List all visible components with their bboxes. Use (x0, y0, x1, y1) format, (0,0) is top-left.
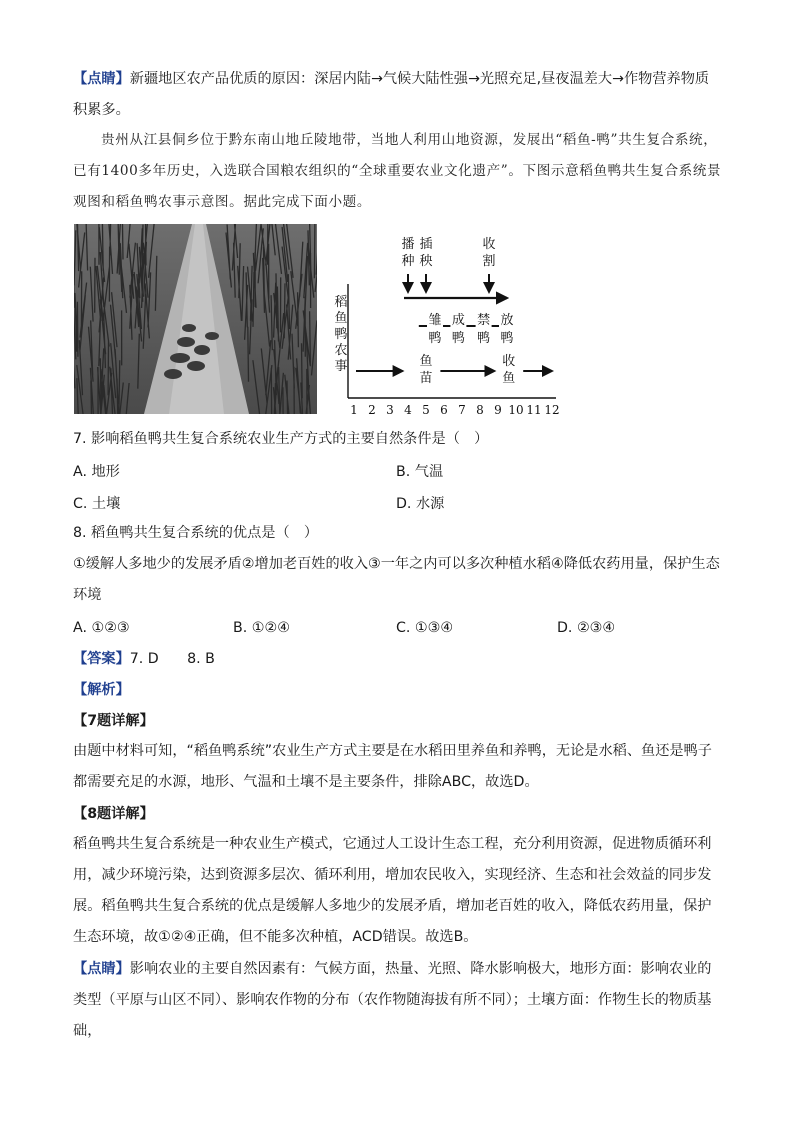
rice-event-label: 割 (482, 254, 496, 269)
intro-point-tag: 【点睛】 (73, 71, 130, 87)
x-tick-label: 4 (404, 403, 412, 417)
q7-stem: 7. 影响稻鱼鸭共生复合系统农业生产方式的主要自然条件是（ ） (73, 431, 489, 447)
duck-stage-label: 禁 (477, 313, 491, 328)
q7-option-a[interactable]: A. 地形 (73, 464, 120, 480)
final-point-text: 影响农业的主要自然因素有：气候方面，热量、光照、降水影响极大，地形方面：影响农业的类型（平原与山区不同）、影响农作物的分布（农作物随海拔有所不同）；土壤方面：作物生长的物质基础， (73, 961, 712, 1039)
x-tick-label: 10 (508, 403, 524, 417)
rice-event-label: 秧 (419, 254, 433, 269)
x-tick-label: 11 (526, 403, 542, 417)
x-tick-label: 9 (494, 403, 502, 417)
rice-event-label: 播 (401, 237, 415, 252)
x-tick-label: 8 (476, 403, 484, 417)
detail8-tag: 【8题详解】 (73, 806, 154, 822)
x-tick-label: 5 (422, 403, 430, 417)
intro-point-text: 新疆地区农产品优质的原因：深居内陆→气候大陆性强→光照充足,昼夜温差大→作物营养物质积累多。 (73, 71, 710, 118)
fish-label: 鱼 (419, 354, 433, 369)
x-tick-label: 3 (386, 403, 394, 417)
detail7-text: 由题中材料可知，“稻鱼鸭系统”农业生产方式主要是在水稻田里养鱼和养鸭，无论是水稻、鱼还是鸭子都需要充足的水源，地形、气温和土壤不是主要条件，排除ABC，故选D。 (73, 743, 712, 790)
duck-stage-label: 鸭 (428, 331, 442, 346)
duck-stage-label: 鸭 (500, 331, 514, 346)
answer-text: 7. D 8. B (129, 651, 215, 667)
y-axis-label: 农 (334, 343, 348, 358)
y-axis-label: 鸭 (334, 327, 348, 342)
detail8-text: 稻鱼鸭共生复合系统是一种农业生产模式，它通过人工设计生态工程，充分利用资源，促进物质循环利用，减少环境污染，达到资源多层次、循环利用，增加农民收入，实现经济、生态和社会效益的同步发展。稻鱼鸭共生复合系统的优点是缓解人多地少的发展矛盾，增加老百姓的收入，降低农药用量，保护生态环境，故①②④正确，但不能多次种植，ACD错误。故选B。 (73, 836, 712, 945)
x-tick-label: 12 (544, 403, 560, 417)
answer-tag: 【答案】 (73, 651, 130, 667)
q7-option-c[interactable]: C. 土壤 (73, 496, 121, 512)
q8-option-a[interactable]: A. ①②③ (73, 620, 130, 636)
q8-option-c[interactable]: C. ①③④ (396, 620, 454, 636)
fish-label: 苗 (419, 371, 433, 386)
duck-stage-label: 鸭 (451, 331, 465, 346)
farming-calendar-svg (330, 226, 570, 422)
q8-stem: 8. 稻鱼鸭共生复合系统的优点是（ ） (73, 525, 319, 541)
duck-stage-label: 鸭 (477, 331, 491, 346)
q8-option-d[interactable]: D. ②③④ (557, 620, 616, 636)
rice-event-label: 种 (401, 254, 415, 269)
farming-calendar-chart (330, 226, 570, 422)
x-tick-label: 7 (458, 403, 466, 417)
duck-stage-label: 放 (500, 313, 514, 328)
analysis-tag: 【解析】 (73, 682, 130, 698)
q8-statements: ①缓解人多地少的发展矛盾②增加老百姓的收入③一年之内可以多次种植水稻④降低农药用量，保护生态环境 (73, 556, 720, 603)
rice-field-photo (74, 224, 317, 414)
material-paragraph: 贵州从江县侗乡位于黔东南山地丘陵地带，当地人利用山地资源，发展出“稻鱼-鸭”共生复合系统，已有1400多年历史，入选联合国粮农组织的“全球重要农业文化遗产”。下图示意稻鱼鸭共生复合系统景观图和稻鱼鸭农事示意图。据此完成下面小题。 (73, 132, 722, 210)
fish-label: 收 (502, 354, 516, 369)
y-axis-label: 鱼 (334, 311, 348, 326)
detail7-heading (73, 710, 154, 732)
y-axis-label: 稻 (334, 295, 348, 310)
rice-event-label: 插 (419, 237, 433, 252)
final-point-tag: 【点睛】 (73, 961, 130, 977)
duck-stage-label: 雏 (428, 313, 442, 328)
x-tick-label: 2 (368, 403, 376, 417)
fish-label: 鱼 (502, 371, 516, 386)
detail7-tag: 【7题详解】 (73, 713, 154, 729)
x-tick-label: 1 (350, 403, 358, 417)
answer-line (73, 648, 215, 670)
detail8-heading (73, 803, 154, 825)
y-axis-label: 事 (334, 359, 348, 374)
x-tick-label: 6 (440, 403, 448, 417)
final-point-paragraph (73, 954, 723, 1047)
duck-stage-label: 成 (451, 313, 465, 328)
q8-option-b[interactable]: B. ①②④ (233, 620, 290, 636)
intro-point-paragraph (73, 64, 723, 126)
q7-option-b[interactable]: B. 气温 (396, 464, 444, 480)
q7-option-d[interactable]: D. 水源 (396, 496, 445, 512)
analysis-heading (73, 679, 130, 701)
rice-event-label: 收 (482, 237, 496, 252)
